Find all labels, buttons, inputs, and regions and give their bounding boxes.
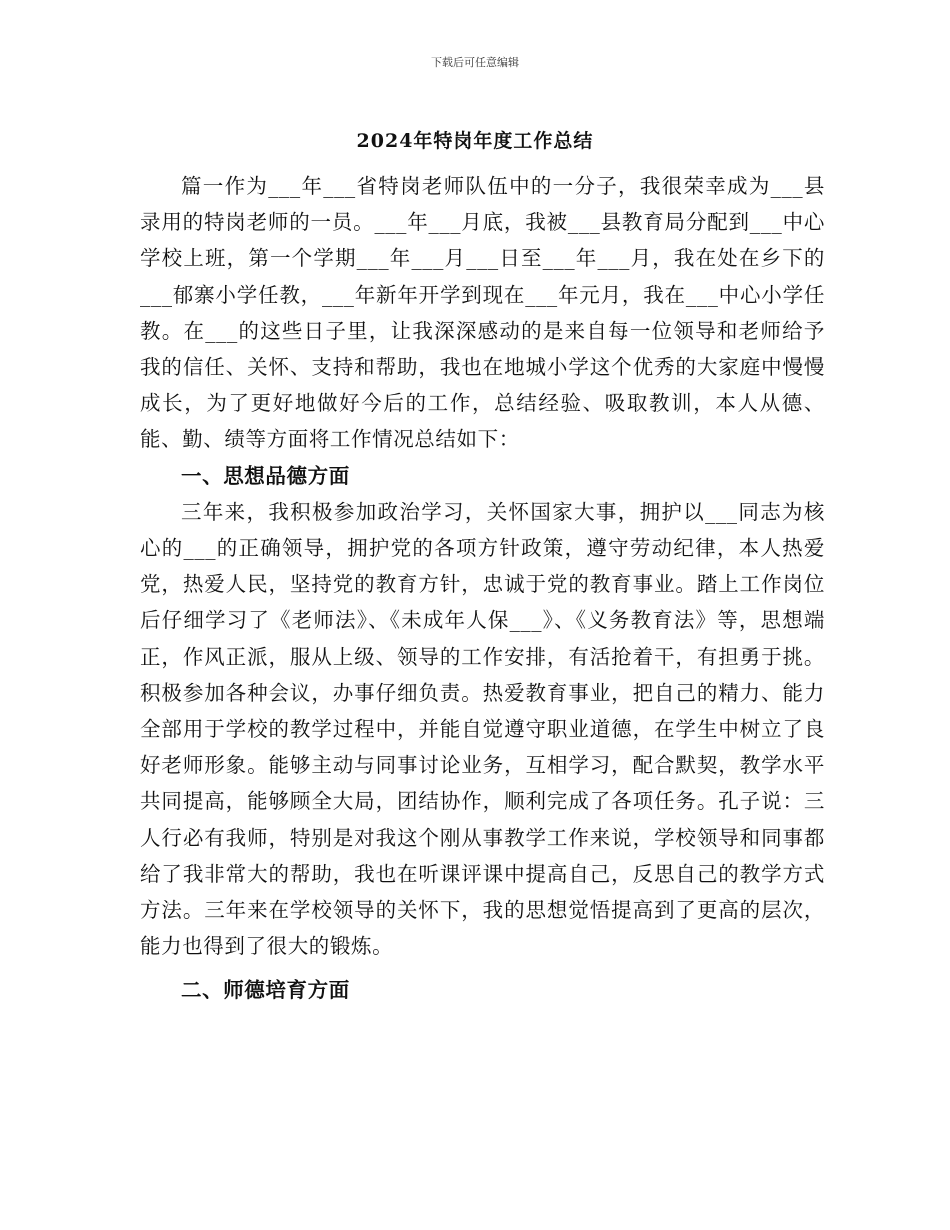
document-body xyxy=(140,168,825,1009)
page-header-note: 下载后可任意编辑 xyxy=(431,56,519,69)
section-heading-ethics: 二、师德培育方面 xyxy=(181,978,350,1003)
section-heading-ideology: 一、思想品德方面 xyxy=(181,463,350,488)
section-paragraph-ideology: 三年来，我积极参加政治学习，关怀国家大事，拥护以___同志为核心的___的正确领导，拥护党的各项方针政策，遵守劳动纪律，本人热爱党，热爱人民，坚持党的教育方针，忠诚于党的教育事业。踏上工作岗位后仔细学习了《老师法》、《未成年人保___》、《义务教育法》等，思想端正，作风正派，服从上级、领导的工作安排，有活抢着干，有担勇于挑。积极参加各种会议，办事仔细负责。热爱教育事业，把自己的精力、能力全部用于学校的教学过程中，并能自觉遵守职业道德，在学生中树立了良好老师形象。能够主动与同事讨论业务，互相学习，配合默契，教学水平共同提高，能够顾全大局，团结协作，顺利完成了各项任务。孔子说：三人行必有我师，特别是对我这个刚从事教学工作来说，学校领导和同事都给了我非常大的帮助，我也在听课评课中提高自己，反思自己的教学方式方法。三年来在学校领导的关怀下，我的思想觉悟提高到了更高的层次，能力也得到了很大的锻炼。 xyxy=(140,499,825,959)
document-title: 2024年特岗年度工作总结 xyxy=(356,130,594,152)
intro-paragraph: 篇一作为___年___省特岗老师队伍中的一分子，我很荣幸成为___县录用的特岗老师的一员。___年___月底，我被___县教育局分配到___中心学校上班，第一个学期___年___月___日至___年___月，我在处在乡下的___郁寨小学任教，___年新年开学到现在___年元月，我在___中心小学任教。在___的这些日子里，让我深深感动的是来自每一位领导和老师给予我的信任、关怀、支持和帮助，我也在地城小学这个优秀的大家庭中慢慢成长，为了更好地做好今后的工作，总结经验、吸取教训，本人从德、能、勤、绩等方面将工作情况总结如下： xyxy=(140,174,825,452)
